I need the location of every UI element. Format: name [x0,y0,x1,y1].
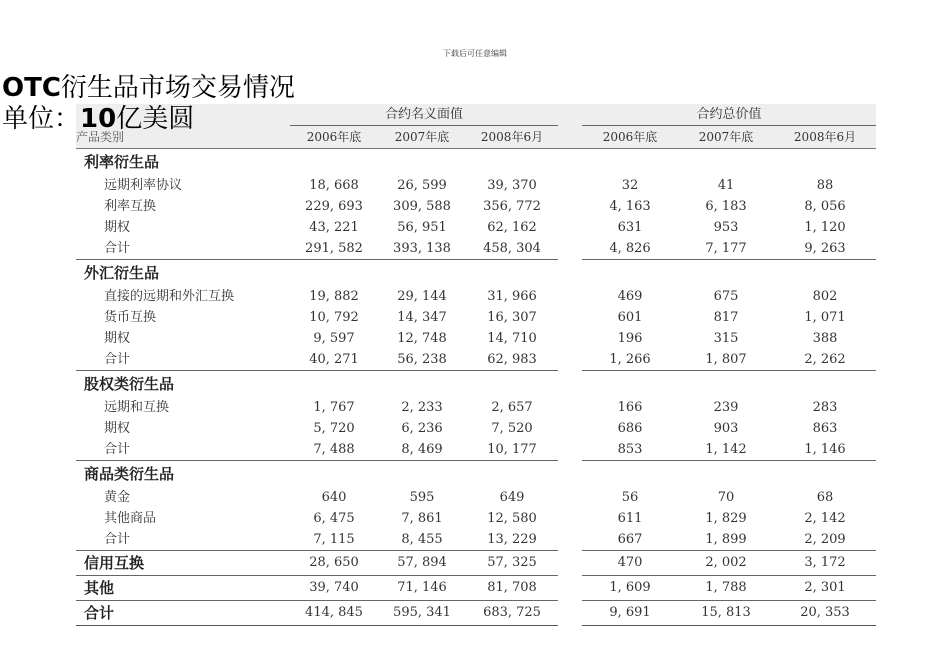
value-cell: 7, 861 [401,511,443,526]
row-label: 黄金 [104,490,131,505]
value-cell: 675 [713,289,739,304]
value-cell: 32 [621,178,639,193]
year-header: 2007年底 [678,126,774,149]
subtotal-row [76,349,876,371]
value-cell: 4, 826 [582,238,678,260]
value-cell: 18, 668 [309,178,359,193]
value-cell: 196 [617,331,643,346]
table-row [76,217,876,238]
column-gap [558,397,582,418]
value-cell: 291, 582 [290,238,378,260]
header-note: 下载后可任意编辑 [443,49,507,58]
value-cell: 667 [582,529,678,551]
table-row [76,551,876,576]
subtotal-row [76,238,876,260]
value-cell: 6, 475 [313,511,355,526]
value-cell: 953 [713,220,739,235]
column-gap [558,307,582,328]
value-cell: 2, 262 [774,349,876,371]
value-cell: 595, 341 [378,601,466,626]
column-gap [558,175,582,196]
value-cell: 601 [617,310,643,325]
category-row [76,461,876,488]
row-label: 期权 [104,331,131,346]
year-header: 2006年底 [582,126,678,149]
unit-rest: 亿美圆 [116,104,195,134]
value-cell: 8, 469 [378,439,466,461]
value-cell: 853 [582,439,678,461]
row-label: 合计 [76,439,290,461]
table-row [76,175,876,196]
table-row [76,418,876,439]
group-header-gross-value: 合约总价值 [582,104,876,126]
value-cell: 88 [816,178,834,193]
unit-number: 10 [80,104,117,134]
value-cell: 10, 792 [309,310,359,325]
value-cell: 649 [499,490,525,505]
value-cell: 388 [812,331,838,346]
value-cell: 9, 597 [313,331,355,346]
table-row [76,576,876,601]
category-title: 股权类衍生品 [84,375,175,393]
value-cell: 68 [816,490,834,505]
value-cell: 470 [582,551,678,576]
value-cell: 1, 266 [582,349,678,371]
value-cell: 70 [717,490,735,505]
category-row [76,260,876,287]
column-gap [558,217,582,238]
value-cell: 631 [617,220,643,235]
value-cell: 56, 238 [378,349,466,371]
value-cell: 57, 325 [466,551,558,576]
value-cell: 686 [617,421,643,436]
value-cell: 43, 221 [309,220,359,235]
row-label: 合计 [76,529,290,551]
value-cell: 239 [713,400,739,415]
value-cell: 40, 271 [290,349,378,371]
value-cell: 2, 301 [774,576,876,601]
row-label: 信用互换 [76,551,290,576]
category-title: 利率衍生品 [84,153,160,171]
column-gap [558,529,582,551]
value-cell: 14, 710 [487,331,537,346]
row-label: 期权 [104,421,131,436]
value-cell: 640 [321,490,347,505]
value-cell: 56, 951 [397,220,447,235]
row-label: 其他 [76,576,290,601]
value-cell: 595 [409,490,435,505]
table-row [76,286,876,307]
value-cell: 903 [713,421,739,436]
table-row [76,487,876,508]
column-gap [558,551,582,576]
value-cell: 62, 983 [466,349,558,371]
value-cell: 1, 146 [774,439,876,461]
table-row [76,397,876,418]
row-label: 期权 [104,220,131,235]
value-cell: 57, 894 [378,551,466,576]
row-label: 利率互换 [104,199,157,214]
value-cell: 229, 693 [305,199,363,214]
value-cell: 62, 162 [487,220,537,235]
value-cell: 56 [621,490,639,505]
value-cell: 16, 307 [487,310,537,325]
value-cell: 1, 609 [582,576,678,601]
value-cell: 39, 740 [290,576,378,601]
value-cell: 6, 183 [705,199,747,214]
value-cell: 458, 304 [466,238,558,260]
title-rest: 衍生品市场交易情况 [60,73,295,103]
value-cell: 393, 138 [378,238,466,260]
subtotal-row [76,439,876,461]
value-cell: 1, 120 [804,220,846,235]
column-gap [558,601,582,626]
value-cell: 31, 966 [487,289,537,304]
corner-label: 产品类别 [76,104,290,149]
derivatives-table [76,104,876,626]
value-cell: 315 [713,331,739,346]
column-gap [558,576,582,601]
value-cell: 1, 807 [678,349,774,371]
value-cell: 414, 845 [290,601,378,626]
value-cell: 28, 650 [290,551,378,576]
value-cell: 2, 002 [678,551,774,576]
row-label: 合计 [76,601,290,626]
subtotal-row [76,529,876,551]
value-cell: 6, 236 [401,421,443,436]
value-cell: 683, 725 [466,601,558,626]
year-header: 2008年6月 [774,126,876,149]
value-cell: 283 [812,400,838,415]
value-cell: 19, 882 [309,289,359,304]
value-cell: 356, 772 [483,199,541,214]
row-label: 合计 [76,238,290,260]
value-cell: 1, 071 [804,310,846,325]
value-cell: 4, 163 [609,199,651,214]
column-gap [558,418,582,439]
table-row [76,328,876,349]
table-row [76,508,876,529]
column-gap [558,487,582,508]
category-row [76,371,876,398]
value-cell: 14, 347 [397,310,447,325]
column-gap [558,439,582,461]
column-gap [558,328,582,349]
value-cell: 2, 233 [401,400,443,415]
unit-label [2,103,194,135]
row-label: 远期和互换 [104,400,170,415]
column-gap [558,286,582,307]
value-cell: 802 [812,289,838,304]
row-label: 直接的远期和外汇互换 [104,289,235,304]
value-cell: 10, 177 [466,439,558,461]
value-cell: 2, 657 [491,400,533,415]
value-cell: 12, 580 [487,511,537,526]
value-cell: 2, 142 [804,511,846,526]
value-cell: 863 [812,421,838,436]
value-cell: 9, 263 [774,238,876,260]
column-gap [558,196,582,217]
value-cell: 13, 229 [466,529,558,551]
value-cell: 1, 788 [678,576,774,601]
value-cell: 166 [617,400,643,415]
value-cell: 7, 177 [678,238,774,260]
year-header: 2008年6月 [466,126,558,149]
value-cell: 7, 115 [290,529,378,551]
value-cell: 7, 520 [491,421,533,436]
value-cell: 26, 599 [397,178,447,193]
group-header-notional: 合约名义面值 [290,104,558,126]
value-cell: 15, 813 [678,601,774,626]
value-cell: 611 [617,511,643,526]
value-cell: 309, 588 [393,199,451,214]
year-header: 2006年底 [290,126,378,149]
column-gap [558,349,582,371]
year-gap [558,126,582,149]
value-cell: 1, 829 [705,511,747,526]
value-cell: 1, 767 [313,400,355,415]
value-cell: 8, 455 [378,529,466,551]
derivatives-table-container [76,104,876,626]
value-cell: 3, 172 [774,551,876,576]
category-title: 外汇衍生品 [84,264,160,282]
column-gap [558,508,582,529]
value-cell: 41 [717,178,735,193]
value-cell: 39, 370 [487,178,537,193]
value-cell: 9, 691 [582,601,678,626]
value-cell: 8, 056 [804,199,846,214]
column-gap [558,238,582,260]
table-row [76,307,876,328]
value-cell: 71, 146 [378,576,466,601]
value-cell: 12, 748 [397,331,447,346]
row-label: 其他商品 [104,511,157,526]
row-label: 合计 [76,349,290,371]
value-cell: 1, 899 [678,529,774,551]
value-cell: 20, 353 [774,601,876,626]
row-label: 远期利率协议 [104,178,183,193]
value-cell: 29, 144 [397,289,447,304]
table-row [76,196,876,217]
unit-prefix: 单位： [2,104,81,134]
page-title [2,72,295,104]
value-cell: 1, 142 [678,439,774,461]
value-cell: 469 [617,289,643,304]
table-row [76,601,876,626]
category-title: 商品类衍生品 [84,465,175,483]
row-label: 货币互换 [104,310,157,325]
value-cell: 5, 720 [313,421,355,436]
year-header: 2007年底 [378,126,466,149]
value-cell: 817 [713,310,739,325]
category-row [76,149,876,176]
group-gap [558,104,582,126]
value-cell: 2, 209 [774,529,876,551]
value-cell: 81, 708 [466,576,558,601]
title-otc: OTC [2,73,61,103]
value-cell: 7, 488 [290,439,378,461]
